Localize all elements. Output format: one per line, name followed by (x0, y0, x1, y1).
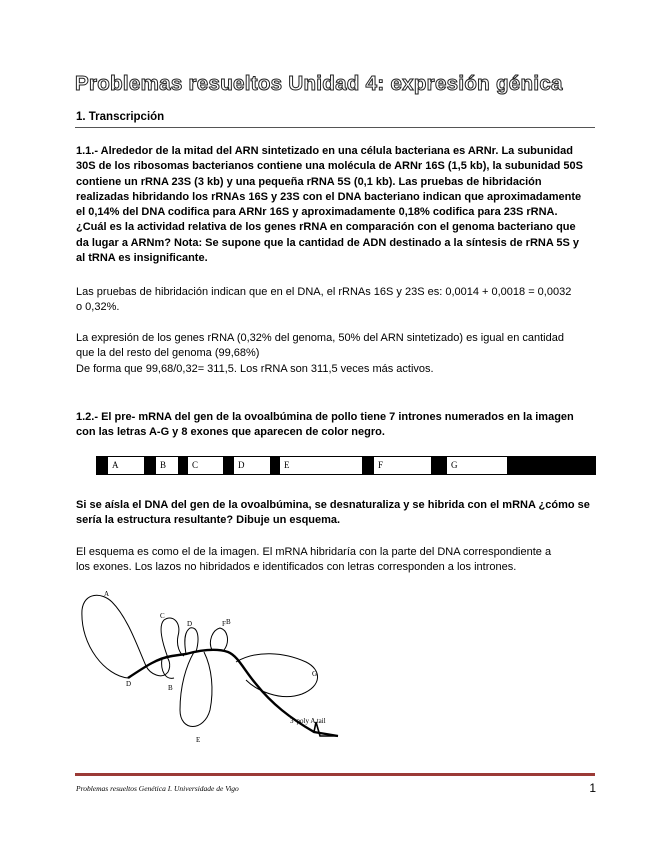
hybridization-diagram (76, 586, 366, 746)
answer-1-1-part-1: Las pruebas de hibridación indican que en el DNA, el rRNAs 16S y 23S es: 0,0014 + 0,0018 = 0,0032 o 0,32%. (76, 286, 572, 314)
intron-e: E (280, 457, 362, 474)
intron-g: G (447, 457, 507, 474)
heading-rule (75, 127, 595, 128)
problem-1-1-statement: 1.1.- Alrededor de la mitad del ARN sintetizado en una célula bacteriana es ARNr. La subunidad 30S de los ribosomas bacterianos contiene una molécula de ARNr 16S (1,5 kb), la subunidad 50S contiene un rRNA 23S (3 kb) y una pequeña rRNA 5S (0,1 kb). Las pruebas de hibridación realizadas hibridando los rRNAs 16S y 23S con el DNA bacteriano indican que aproximadamente el 0,14% del DNA codifica para ARNr 16S y aproximadamente 0,18% codifica para 23S rRNA. ¿Cuál es la actividad relativa de los genes rRNA en comparación con el genoma bacteriano que da lugar a ARNm? Nota: Se supone que la cantidad de ADN destinado a la síntesis de rRNA 5S y al tRNA es insignificante. (76, 145, 583, 265)
diagram-label-b: B (168, 684, 173, 692)
loop-c (161, 618, 184, 658)
problem-1-2-question: Si se aísla el DNA del gen de la ovoalbúmina, se desnaturaliza y se hibrida con el mRNA ¿cómo se sería la estructura resultante? Dibuje un esquema. (76, 499, 590, 527)
diagram-label-e: E (196, 736, 201, 744)
problem-1-2-statement: 1.2.- El pre- mRNA del gen de la ovoalbúmina de pollo tiene 7 intrones numerados en la imagen con las letras A-G y 8 exones que aparecen de color negro. (76, 411, 574, 439)
page-title: Problemas resueltos Unidad 4: expresión génica (75, 72, 563, 95)
intron-c: C (188, 457, 223, 474)
intron-f: F (374, 457, 431, 474)
diagram-label-a: A (104, 590, 110, 598)
diagram-label-d: D (187, 620, 193, 628)
diagram-label-b-right: B (226, 618, 231, 626)
footer-text: Problemas resueltos Genética I. Universidade de Vigo (76, 784, 239, 793)
diagram-label-d-left: D (126, 680, 132, 688)
intron-a: A (108, 457, 144, 474)
diagram-label-c: C (160, 612, 165, 620)
answer-1-2: El esquema es como el de la imagen. El mRNA hibridaría con la parte del DNA correspondiente a los exones. Los lazos no hibridados e identificados con letras corresponden a los intrones. (76, 546, 552, 574)
answer-1-1-part-2: La expresión de los genes rRNA (0,32% del genoma, 50% del ARN sintetizado) es igual en cantidad que la del resto del genoma (99,68%) De forma que 99,68/0,32= 311,5. Los rRNA son 311,5 veces más activos. (76, 332, 564, 375)
ovalbumin-gene-map (96, 456, 596, 475)
intron-d: D (234, 457, 270, 474)
loop-d (185, 628, 198, 654)
section-heading: 1. Transcripción (76, 111, 165, 123)
page-number: 1 (589, 781, 596, 795)
loop-b-right (210, 628, 227, 650)
footer-rule (75, 773, 595, 776)
diagram-label-g: G (312, 670, 318, 678)
diagram-label-f: F (222, 620, 226, 628)
loop-a (82, 595, 146, 678)
poly-a-label: 3' poly A tail (290, 717, 326, 725)
loop-e (180, 652, 212, 727)
intron-b: B (156, 457, 178, 474)
